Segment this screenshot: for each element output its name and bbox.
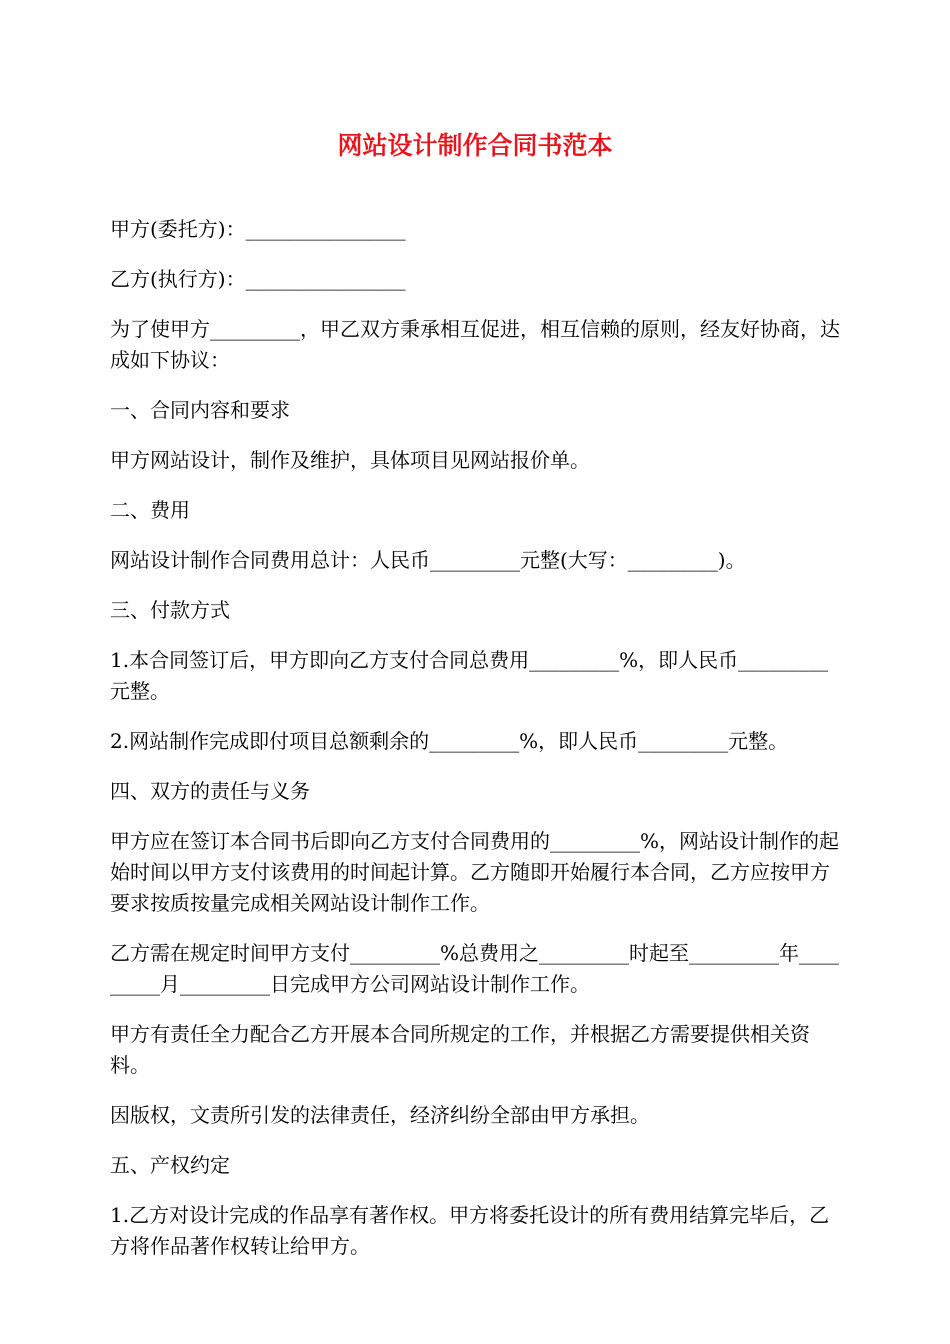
section-heading-3: 三、付款方式 [110, 598, 230, 622]
section-heading-1: 一、合同内容和要求 [110, 398, 290, 422]
section-1-paragraph: 甲方网站设计，制作及维护，具体项目见网站报价单。 [110, 448, 590, 472]
document-title: 网站设计制作合同书范本 [337, 131, 613, 160]
copyright-clause-1: 1.乙方对设计完成的作品享有著作权。甲方将委托设计的所有费用结算完毕后，乙方将作品著作权转让给甲方。 [110, 1203, 830, 1258]
party-b-line: 乙方(执行方)：________________ [110, 267, 406, 291]
preamble-paragraph: 为了使甲方_________，甲乙双方秉承相互促进，相互信赖的原则，经友好协商，达成如下协议： [110, 317, 840, 372]
duty-paragraph-4: 因版权，文责所引发的法律责任，经济纠纷全部由甲方承担。 [110, 1103, 650, 1127]
section-heading-5: 五、产权约定 [110, 1153, 230, 1177]
payment-clause-2: 2.网站制作完成即付项目总额剩余的_________%，即人民币_________元整。 [110, 729, 789, 753]
section-heading-4: 四、双方的责任与义务 [110, 779, 310, 803]
duty-paragraph-1: 甲方应在签订本合同书后即向乙方支付合同费用的_________%，网站设计制作的起始时间以甲方支付该费用的时间起计算。乙方随即开始履行本合同，乙方应按甲方要求按质按量完成相关网站设计制作工作。 [110, 829, 840, 915]
duty-paragraph-2: 乙方需在规定时间甲方支付_________%总费用之_________时起至_________年_________月_________日完成甲方公司网站设计制作工作。 [110, 941, 840, 996]
document-body [110, 214, 844, 1281]
duty-paragraph-3: 甲方有责任全力配合乙方开展本合同所规定的工作，并根据乙方需要提供相关资料。 [110, 1022, 810, 1077]
party-a-line: 甲方(委托方)：________________ [110, 217, 406, 241]
section-2-paragraph: 网站设计制作合同费用总计：人民币_________元整(大写：_________)。 [110, 548, 746, 572]
section-heading-2: 二、费用 [110, 498, 190, 522]
payment-clause-1: 1.本合同签订后，甲方即向乙方支付合同总费用_________%，即人民币_________元整。 [110, 648, 829, 703]
